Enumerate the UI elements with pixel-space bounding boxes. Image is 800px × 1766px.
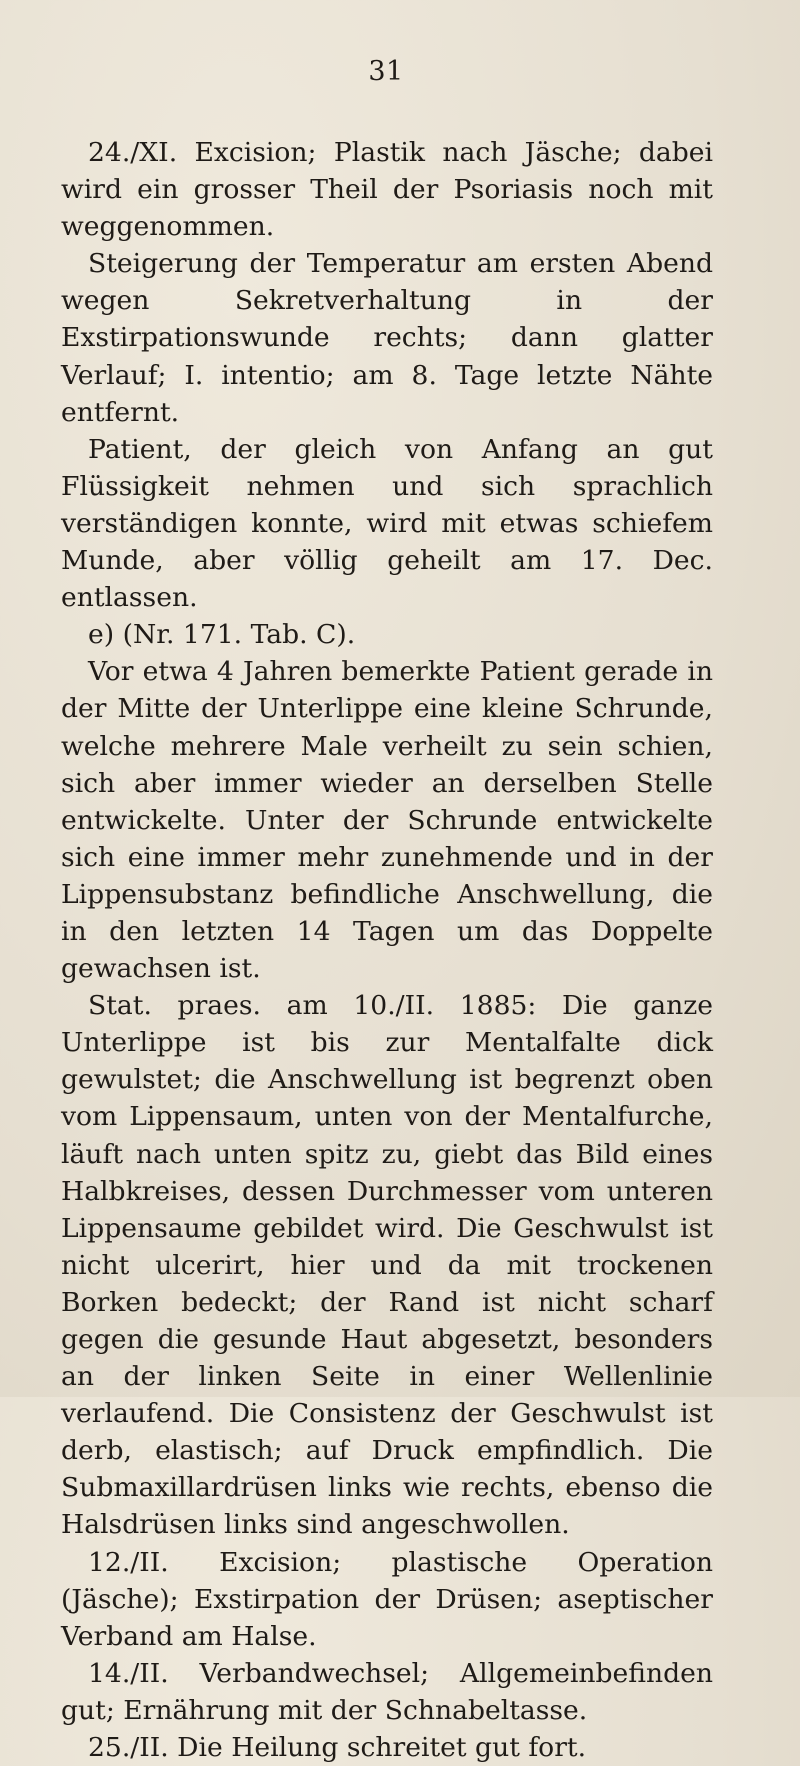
case-heading: e) (Nr. 171. Tab. C).: [88, 619, 356, 651]
page-number: 31: [368, 56, 404, 87]
paragraph-patient-discharge: Patient, der gleich von Anfang an gut Flüssigkeit nehmen und sich sprachlich verständigen konnte, wird mit etwas schiefem Munde, aber völlig geheilt am 17. Dec. entlassen.: [61, 433, 713, 614]
paragraph-status-praesens: Stat. praes. am 10./II. 1885: Die ganze Unterlippe ist bis zur Mentalfalte dick gewulstet; die Anschwellung ist begrenzt oben vom Lippensaum, unten von der Mentalfurche, läuft nach unten spitz zu, giebt das Bild eines Halbkreises, dessen Durchmesser vom unteren Lippensaume gebildet wird. Die Geschwulst ist nicht ulcerirt, hier und da mit trockenen Borken bedeckt; der Rand ist nicht scharf gegen die gesunde Haut abgesetzt, besonders an der linken Seite in einer Wellenlinie verlaufend. Die Consistenz der Geschwulst ist derb, elastisch; auf Druck empfindlich. Die Submaxillardrüsen links wie rechts, ebenso die Halsdrüsen links sind angeschwollen.: [61, 990, 713, 1541]
paragraph-excision-24-xi: 24./XI. Excision; Plastik nach Jäsche; dabei wird ein grosser Theil der Psoriasis noch mit weggenommen.: [61, 137, 713, 243]
paragraph-history: Vor etwa 4 Jahren bemerkte Patient gerade in der Mitte der Unterlippe eine kleine Schrunde, welche mehrere Male verheilt zu sein schien, sich aber immer wieder an derselben Stelle entwickelte. Unter der Schrunde entwickelte sich eine immer mehr zunehmende und in der Lippensubstanz befindliche Anschwellung, die in den letzten 14 Tagen um das Doppelte gewachsen ist.: [61, 656, 713, 985]
paragraph-operation-12-ii: 12./II. Excision; plastische Operation (Jäsche); Exstirpation der Drüsen; aseptischer Verband am Halse.: [61, 1546, 713, 1652]
body-text: [61, 134, 713, 1766]
paragraph-temperature: Steigerung der Temperatur am ersten Abend wegen Sekretverhaltung in der Exstirpationswunde rechts; dann glatter Verlauf; I. intentio; am 8. Tage letzte Nähte entfernt.: [61, 248, 713, 428]
paragraph-dressing-14-ii: 14./II. Verbandwechsel; Allgemeinbefinden gut; Ernährung mit der Schnabeltasse.: [61, 1657, 713, 1726]
paragraph-healing-25-ii: 25./II. Die Heilung schreitet gut fort.: [88, 1732, 587, 1764]
